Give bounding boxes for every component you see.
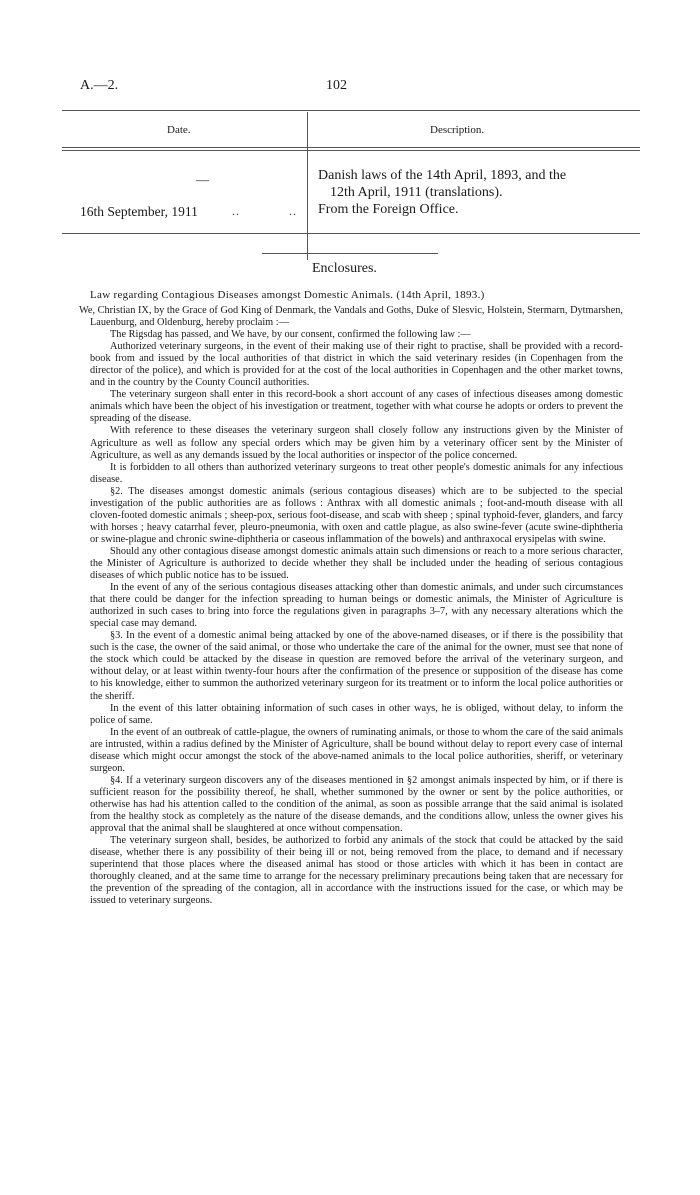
page-reference: A.—2. xyxy=(80,78,119,93)
paragraph: In the event of an outbreak of cattle-plague, the owners of ruminating animals, or those to whom the care of the said animals are intrusted, within a radius defined by the Minister of Agriculture, shall be bound without delay to report every case of internal disease which might occur amongst the stock of the above-named animals to the local police authorities, sheriff, or veterinary surgeon. xyxy=(90,726,623,774)
table-header-rule-double xyxy=(62,150,640,151)
paragraph: Authorized veterinary surgeons, in the event of their making use of their right to practise, shall be provided with a record-book from and issued by the local authorities of that district in which the said veterinary resides (in Copenhagen from the director of the police), and which is provided for at the cost of the local authorities in Copenhagen and the other market towns, and in the country by the County Council authorities. xyxy=(90,341,623,389)
table-bottom-rule xyxy=(62,233,640,234)
paragraph: The veterinary surgeon shall, besides, be authorized to forbid any animals of the stock that could be attacked by the said disease, whether there is any possibility of their being ill or not, being removed from the place, to demand and if necessary superintend that those places where the diseased animal has stood or those articles with which it has been in contact are thoroughly cleaned, and at the same time to arrange for the necessary preliminary precautions being taken that are necessary for the prevention of the spreading of the contagion, all in accordance with the instructions issued for the case, or which may be issued to veterinary surgeons. xyxy=(90,835,623,907)
description-line: Danish laws of the 14th April, 1893, and the xyxy=(318,168,567,183)
table-row-1-date: — xyxy=(196,172,209,187)
paragraph: It is forbidden to all others than authorized veterinary surgeons to treat other people's domestic animals for any infectious disease. xyxy=(90,461,623,485)
table-header-rule xyxy=(62,147,640,148)
law-body xyxy=(79,305,623,907)
page-number: 102 xyxy=(326,78,347,93)
paragraph: §4. If a veterinary surgeon discovers any of the diseases mentioned in §2 amongst animals inspected by him, or if there is sufficient reason for the possibility thereof, he shall, whether summoned by the owner or sent by the police authorities, or otherwise has had his attention called to the condition of the animal, as soon as possible arrange that the said animal is isolated from the healthy stock as completely as the nature of the disease demands, and the conditions allow, unless the owner gives his approval that the animal shall be slaughtered at once without compensation. xyxy=(90,774,623,835)
date-column-header: Date. xyxy=(167,124,191,136)
paragraph: In the event of this latter obtaining information of such cases in other ways, he is obliged, without delay, to inform the police of same. xyxy=(90,702,623,726)
table-column-divider xyxy=(307,112,308,260)
description-column-header: Description. xyxy=(430,124,485,136)
paragraph: The veterinary surgeon shall enter in this record-book a short account of any cases of infectious diseases among domestic animals which have been the object of his investigation or treatment, together with what course he adopts or orders to prevent the spreading of the disease. xyxy=(90,389,623,425)
paragraph: Should any other contagious disease amongst domestic animals attain such dimensions or reach to a more serious character, the Minister of Agriculture is authorized to decide whether they shall be included under the heading of serious contagious diseases of which public notice has to be issued. xyxy=(90,545,623,582)
table-row-2-date: 16th September, 1911 xyxy=(80,204,198,219)
table-top-rule xyxy=(62,110,640,111)
paragraph: The Rigsdag has passed, and We have, by our consent, confirmed the following law :— xyxy=(110,329,471,341)
paragraph: §2. The diseases amongst domestic animals (serious contagious diseases) which are to be subjected to the special investigation of the public authorities are as follows : Anthrax with all domestic animals ; foot-and-mouth disease with all cloven-footed domestic animals ; sheep-pox, serious foot-disease, and scab with sheep ; spinal typhoid-fever, glanders, and farcy with horses ; heavy catarrhal fever, pleuro-pneumonia, with oxen and cattle plague, as also swine-fever (acute swine-diphtheria or swine-plague and chronic swine-diphtheria or caseous inflammation of the bowels) and anthraxocal erysipelas with swine. xyxy=(90,485,623,545)
paragraph: §3. In the event of a domestic animal being attacked by one of the above-named diseases, or if there is the possibility that such is the case, the owner of the said animal, or those who undertake the care of the animal for the owner, must see that none of the stock which could be attacked by the disease in question are removed before the arrival of the veterinary surgeon, and without delay, or at least within twenty-four hours after the confirmation of the presence or supposition of the disease has come to his knowledge, either to summon the authorized veterinary surgeon for its treatment or to inform the local police authorities or the sheriff. xyxy=(90,630,623,702)
dot-leader: .. xyxy=(232,204,240,218)
description-line: 12th April, 1911 (translations). xyxy=(330,185,503,200)
law-title: Law regarding Contagious Diseases amongst Domestic Animals. (14th April, 1893.) xyxy=(90,289,485,301)
paragraph: With reference to these diseases the veterinary surgeon shall closely follow any instructions given by the Minister of Agriculture as well as follow any special orders which may be given him by a veterinary officer sent by the Minister of Agriculture, as well as any demands issued by the local authorities or inspector of the police concerned. xyxy=(90,425,623,461)
enclosures-heading: Enclosures. xyxy=(312,261,377,276)
description-line: From the Foreign Office. xyxy=(318,202,459,217)
dot-leader: .. xyxy=(289,204,297,218)
paragraph: In the event of any of the serious contagious diseases attacking other than domestic animals, and under such circumstances that there could be danger for the infection spreading to human beings or domestic animals, the Minister of Agriculture is authorized in such cases to bring into force the regulations given in paragraphs 3–7, with any necessary alterations which the special case may demand. xyxy=(90,582,623,630)
section-divider xyxy=(262,253,438,254)
paragraph: We, Christian IX, by the Grace of God King of Denmark, the Vandals and Goths, Duke of Slesvic, Holstein, Stermarn, Dytmarshen, Lauenburg, and Oldenburg, hereby proclaim :— xyxy=(79,305,623,329)
table-description-cell xyxy=(318,167,638,218)
